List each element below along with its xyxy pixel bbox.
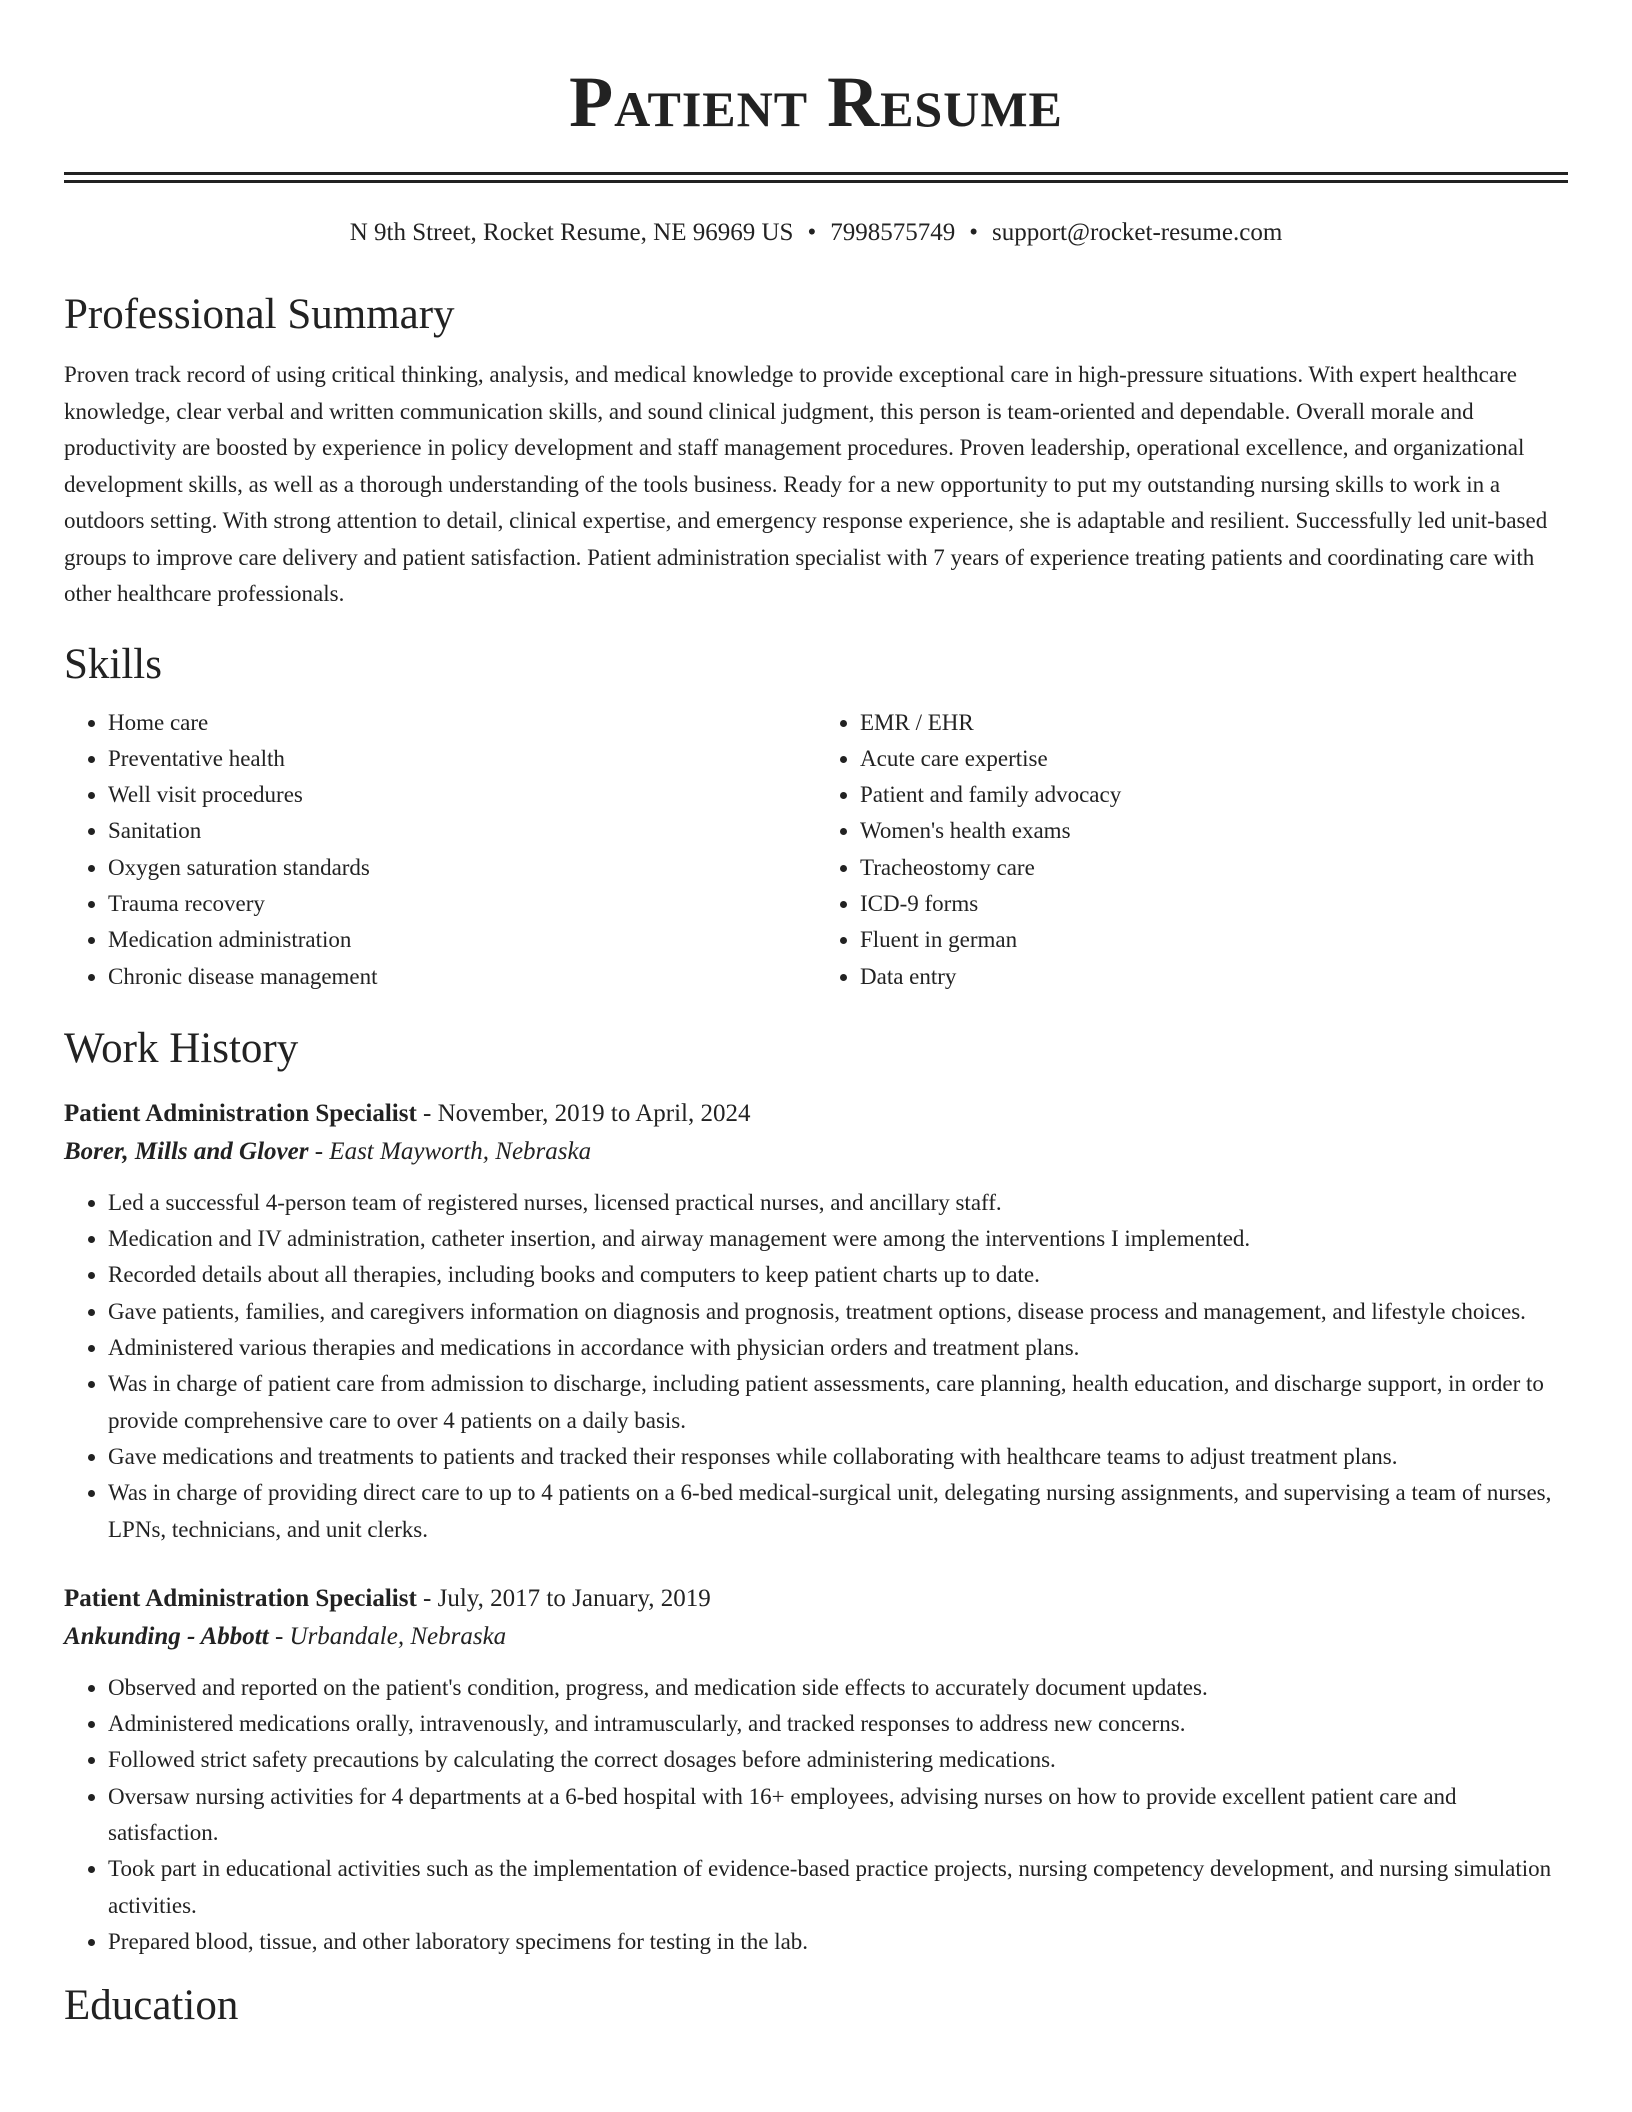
skill-item: • Preventative health: [108, 741, 816, 777]
job-duty: • Led a successful 4-person team of registered nurses, licensed practical nurses, and ancillary staff.: [108, 1185, 1568, 1221]
skills-section: [64, 639, 1568, 995]
skill-item: • Acute care expertise: [860, 741, 1568, 777]
contact-separator: •: [969, 219, 978, 246]
job-duty: • Followed strict safety precautions by calculating the correct dosages before administering medications.: [108, 1742, 1568, 1778]
job-duty: • Oversaw nursing activities for 4 departments at a 6-bed hospital with 16+ employees, advising nurses on how to provide excellent patient care and satisfaction.: [108, 1779, 1568, 1852]
job-duty: • Gave patients, families, and caregivers information on diagnosis and prognosis, treatment options, disease process and management, and lifestyle choices.: [108, 1294, 1568, 1330]
job-title-line: [64, 1095, 1568, 1133]
job-duty: • Prepared blood, tissue, and other laboratory specimens for testing in the lab.: [108, 1924, 1568, 1960]
job-location: - Urbandale, Nebraska: [268, 1622, 507, 1650]
contact-email: support@rocket-resume.com: [991, 219, 1283, 246]
job-title: Patient Administration Specialist: [64, 1099, 417, 1127]
skill-item: • Chronic disease management: [108, 959, 816, 995]
contact-separator: •: [807, 219, 817, 246]
skills-list-left: [64, 705, 816, 995]
resume-title: Patient Resume: [569, 62, 1063, 142]
skill-item: • Fluent in german: [860, 922, 1568, 958]
summary-heading: Professional Summary: [64, 291, 455, 338]
skill-item: • EMR / EHR: [860, 705, 1568, 741]
work-history-heading: Work History: [64, 1024, 299, 1072]
summary-text: Proven track record of using critical thinking, analysis, and medical knowledge to provide exceptional care in high-pressure situations. With expert healthcare knowledge, clear verbal and written communication skills, and sound clinical judgment, this person is team-oriented and dependable. Overall morale and productivity are boosted by experience in policy development and staff management procedures. Proven leadership, operational excellence, and organizational development skills, as well as a thorough understanding of the tools business. Ready for a new opportunity to put my outstanding nursing skills to work in a outdoors setting. With strong attention to detail, clinical expertise, and emergency response experience, she is adaptable and resilient. Successfully led unit-based groups to improve care delivery and patient satisfaction. Patient administration specialist with 7 years of experience treating patients and coordinating care with other healthcare professionals.: [64, 362, 1548, 606]
job-duty: • Administered various therapies and medications in accordance with physician orders and treatment plans.: [108, 1330, 1568, 1366]
job-company-line: [64, 1618, 1568, 1656]
skill-item: • Data entry: [860, 959, 1568, 995]
skill-item: • Well visit procedures: [108, 777, 816, 813]
contact-line: [64, 217, 1568, 249]
job-duty: • Was in charge of patient care from admission to discharge, including patient assessments, care planning, health education, and discharge support, in order to provide comprehensive care to over 4 patients on a daily basis.: [108, 1366, 1568, 1439]
skill-item: • Patient and family advocacy: [860, 777, 1568, 813]
skills-list-right: [816, 705, 1568, 995]
job-company: Borer, Mills and Glover: [64, 1137, 309, 1165]
skill-item: • Women's health exams: [860, 813, 1568, 849]
job-company: Ankunding - Abbott: [64, 1622, 269, 1650]
summary-section: [64, 289, 1568, 613]
skill-item: • Medication administration: [108, 922, 816, 958]
education-section: [64, 1980, 1568, 2032]
job-duty: • Medication and IV administration, catheter insertion, and airway management were among the interventions I implemented.: [108, 1221, 1568, 1257]
job-duties-list: [64, 1185, 1568, 1548]
title-divider: [64, 172, 1568, 183]
job-dates: - November, 2019 to April, 2024: [416, 1099, 751, 1127]
skill-item: • Oxygen saturation standards: [108, 850, 816, 886]
job-title-line: [64, 1580, 1568, 1618]
skill-item: • Tracheostomy care: [860, 850, 1568, 886]
job-location: - East Mayworth, Nebraska: [308, 1137, 592, 1165]
contact-address: N 9th Street, Rocket Resume, NE 96969 US: [349, 219, 794, 246]
job-duty: • Was in charge of providing direct care to up to 4 patients on a 6-bed medical-surgical unit, delegating nursing assignments, and supervising a team of nurses, LPNs, technicians, and unit clerks.: [108, 1475, 1568, 1548]
skill-item: • Home care: [108, 705, 816, 741]
job-company-line: [64, 1133, 1568, 1171]
job-dates: - July, 2017 to January, 2019: [416, 1584, 711, 1612]
skill-item: • ICD-9 forms: [860, 886, 1568, 922]
skill-item: • Trauma recovery: [108, 886, 816, 922]
skill-item: • Sanitation: [108, 813, 816, 849]
job-title: Patient Administration Specialist: [64, 1584, 417, 1612]
job-duty: • Gave medications and treatments to patients and tracked their responses while collaborating with healthcare teams to adjust treatment plans.: [108, 1439, 1568, 1475]
education-heading: Education: [64, 1982, 239, 2030]
job-duty: • Took part in educational activities such as the implementation of evidence-based practice projects, nursing competency development, and nursing simulation activities.: [108, 1851, 1568, 1924]
job-duties-list: [64, 1670, 1568, 1960]
job-entry: [64, 1095, 1568, 1548]
job-duty: • Administered medications orally, intravenously, and intramuscularly, and tracked responses to address new concerns.: [108, 1706, 1568, 1742]
skills-columns: [64, 705, 1568, 995]
job-entry: [64, 1580, 1568, 1960]
work-history-section: [64, 1023, 1568, 1960]
job-duty: • Observed and reported on the patient's condition, progress, and medication side effects to accurately document updates.: [108, 1670, 1568, 1706]
contact-phone: 7998575749: [830, 219, 956, 246]
job-duty: • Recorded details about all therapies, including books and computers to keep patient charts up to date.: [108, 1257, 1568, 1293]
skills-heading: Skills: [64, 640, 162, 688]
